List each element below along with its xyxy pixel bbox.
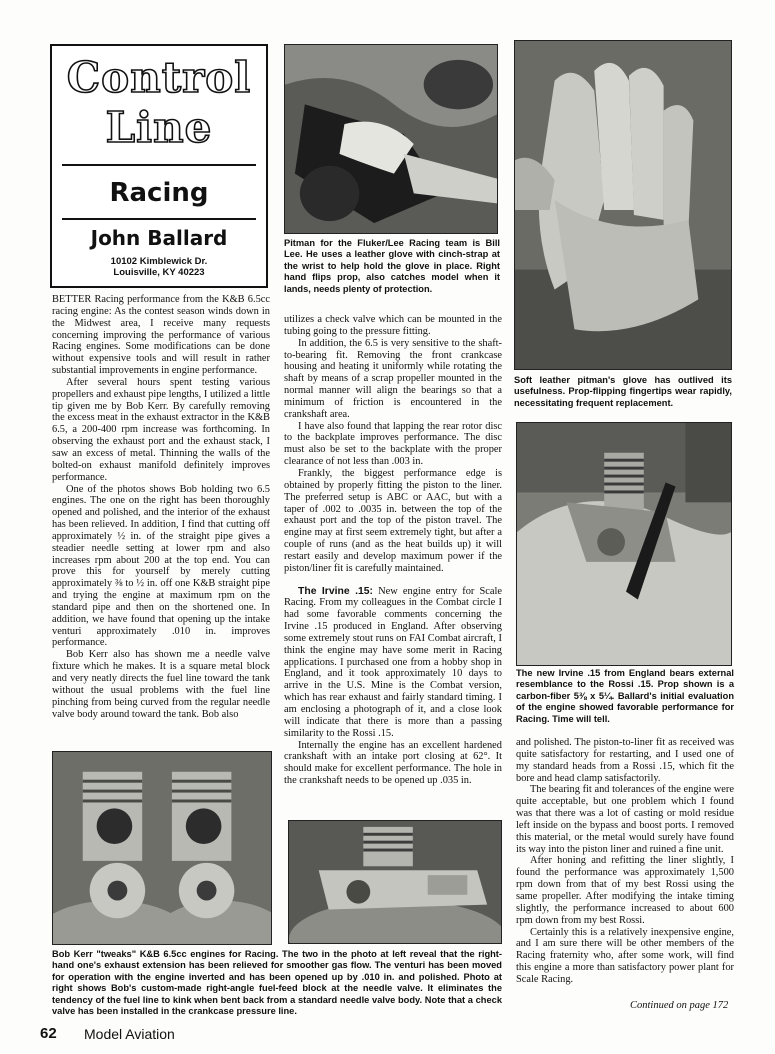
photo-two-engines bbox=[52, 751, 272, 945]
paragraph-irvine bbox=[284, 586, 502, 740]
author-address-city: Louisville, KY 40223 bbox=[113, 267, 205, 278]
title-control: Control bbox=[66, 53, 252, 102]
caption-kerr: Bob Kerr "tweaks" K&B 6.5cc engines for Racing. The two in the photo at left reveal that the right-hand one's exhaust extension has been relieved for smoother gas flow. The venturi has been moved for operation with the engine inverted and has been opened up by .010 in. and polished. Photo at right shows Bob's custom-made right-angle fuel-feed block at the needle valve. It eliminates the tendency of the fuel line to kink when bent back from a standard needle valve body. Note that a check valve has been installed in the crankcase pressure line. bbox=[52, 949, 502, 1017]
column-title-box bbox=[50, 44, 268, 288]
continued-note: Continued on page 172 bbox=[630, 1000, 729, 1011]
title-racing: Racing bbox=[109, 178, 209, 208]
author-address-street: 10102 Kimblewick Dr. bbox=[110, 256, 208, 267]
title-rule-top bbox=[62, 164, 256, 166]
paragraph: BETTER Racing performance from the K&B 6.5cc racing engine: As the contest season winds down in the Midwest area, I receive many requests concerning improving the performance of various Racing engines. Some modifications can be done without expensive tools and will result in rather substantial improvements in engine performance. bbox=[52, 294, 270, 377]
photo-fuel-block bbox=[288, 820, 502, 944]
text-column-2 bbox=[284, 314, 502, 787]
photo-pitman bbox=[284, 44, 498, 234]
paragraph: After several hours spent testing various propellers and exhaust pipe lengths, I utilized a little tip given me by Bob Kerr. By carefully removing the excess meat in the exhaust extractor in the K&B 6.5, a 200-400 rpm increase was forthcoming. In observing the exhaust port and the exhaust stack, I saw an excess of metal. Thinning the walls of the bolted-on exhaust manifold definitely improves performance. bbox=[52, 376, 270, 483]
text-column-3 bbox=[516, 737, 734, 986]
title-line: Line bbox=[105, 103, 213, 152]
paragraph: Bob Kerr also has shown me a needle valve fixture which he makes. It is a square metal block and very neatly directs the fuel line toward the tank without the usual problems with the fuel line pinching from being curved from the regular needle valve body around toward the tank. Bob also bbox=[52, 649, 270, 720]
caption-pitman: Pitman for the Fluker/Lee Racing team is Bill Lee. He uses a leather glove with cinch-strap at the wrist to help hold the glove in place. Right hand flips prop, also catches model when it lands, needs plenty of protection. bbox=[284, 238, 500, 294]
paragraph: The bearing fit and tolerances of the engine were quite acceptable, but one problem which I found was that there was a lot of casting or mold residue left inside on the bypass and boost ports. I removed this material, or the metal would surely have found its way into the piston liner and ruined a fine unit. bbox=[516, 784, 734, 855]
paragraph: In addition, the 6.5 is very sensitive to the shaft-to-bearing fit. Removing the front crankcase housing and heating it uniformly while rotating the shaft by means of a scrap propeller mounted in the normal manner will align the bearings so that a minimum of friction is encountered in the crankshaft area. bbox=[284, 337, 502, 420]
paragraph: and polished. The piston-to-liner fit as received was quite satisfactory for restarting, and I used one of my standard heads from a Rossi .15, which fit the bore and head clamp satisfactorily. bbox=[516, 737, 734, 784]
title-rule-bottom bbox=[62, 218, 256, 220]
paragraph: One of the photos shows Bob holding two 6.5 engines. The one on the right has been thoroughly opened and polished, and the interior of the exhaust has been relieved. In addition, I find that cutting off approximately ½ in. of the straight pipe gives a steadier needle setting at lower rpm and also increases rpm about 200 at the top end. You can prove this for yourself by merely cutting approximately ⅜ to ½ in. off one K&B straight pipe and trying the engine at maximum rpm on the standard pipe and then on the shortened one. In addition, we have found that opening up the intake venturi approximately .010 in. improves performance. bbox=[52, 483, 270, 649]
author-name: John Ballard bbox=[90, 226, 228, 250]
paragraph: utilizes a check valve which can be mounted in the tubing going to the pressure fitting. bbox=[284, 314, 502, 337]
page-number: 62 bbox=[40, 1025, 57, 1042]
paragraph: Internally the engine has an excellent hardened crankshaft with an intake port closing at 62°. It should make for excellent performance. The hole in the crankshaft needs to be opened up .035 in. bbox=[284, 739, 502, 787]
magazine-name: Model Aviation bbox=[84, 1026, 175, 1042]
photo-glove bbox=[514, 40, 732, 370]
paragraph-irvine-text: New engine entry for Scale Racing. From my colleagues in the Combat circle I had some favorable comments concerning the Irvine .15 produced in England. After observing some extremely stout runs on FAI Combat aircraft, I think the engine may have some merit in Racing applications. I purchased one from a hobby shop in England, and it took approximately 10 days to arrive in the U.S. Mine is the Combat version, which has rear exhaust and fairly standard timing. I am enclosing a photograph of it, and a close look will indicate that there is more than a passing similarity to the Rossi .15. bbox=[284, 585, 503, 739]
caption-irvine: The new Irvine .15 from England bears external resemblance to the Rossi .15. Prop shown is a carbon-fiber 5⅜ x 5¼. Ballard's initial evaluation of the engine showed favorable performance for Racing. Time will tell. bbox=[516, 668, 734, 724]
text-column-1 bbox=[52, 294, 270, 720]
paragraph: Frankly, the biggest performance edge is obtained by properly fitting the piston to the liner. The preferred setup is ABC or AAC, but with a taper of .002 to .0035 in. between the top of the exhaust port and the top of the piston travel. The engine may at first seem extremely tight, but after a couple of runs (and as the heat builds up) it will restart easily and develop maximum power if the piston/liner fit is carefully maintained. bbox=[284, 467, 502, 574]
caption-glove: Soft leather pitman's glove has outlived its usefulness. Prop-flipping fingertips wear rapidly, necessitating frequent replacement. bbox=[514, 375, 732, 408]
paragraph: I have also found that lapping the rear rotor disc to the backplate improves performance. The disc must also be set to the backplate with the proper clearance of not less than .003 in. bbox=[284, 420, 502, 468]
paragraph: Certainly this is a relatively inexpensive engine, and I am sure there will be other members of the Racing fraternity who, after some work, will find this engine a more than satisfactory power plant for Scale Racing. bbox=[516, 926, 734, 985]
paragraph: After honing and refitting the liner slightly, I found the performance was approximately 1,500 rpm down from that of my best Rossi using the same propeller. After modifying the intake timing slightly, the performance increased to about 600 rpm down from my best Rossi. bbox=[516, 855, 734, 926]
photo-irvine-engine bbox=[516, 422, 732, 666]
subhead-irvine: The Irvine .15: bbox=[298, 585, 373, 597]
